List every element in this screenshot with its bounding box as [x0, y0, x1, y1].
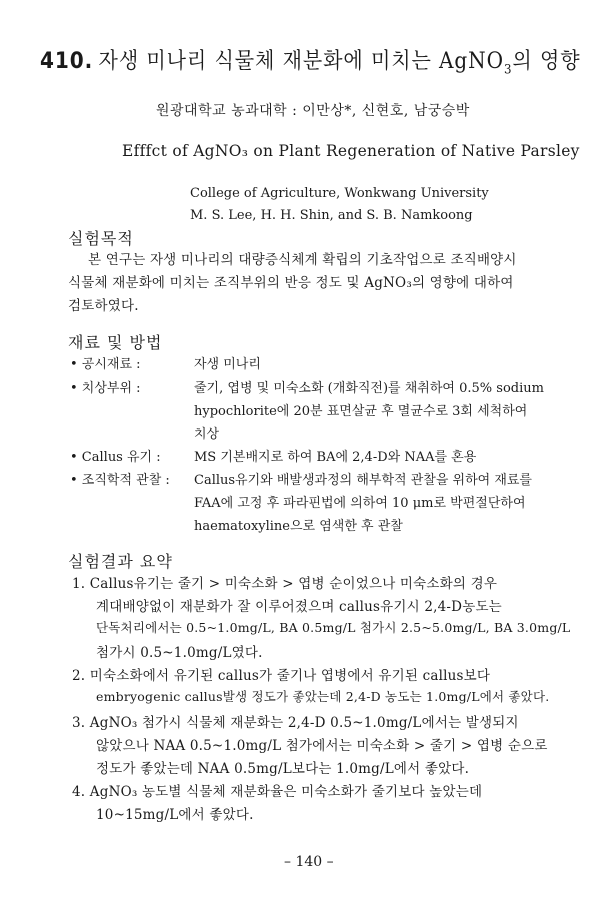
result-4-line-2: 10~15mg/L에서 좋았다. — [96, 807, 254, 823]
purpose-line-3: 검토하였다. — [68, 298, 139, 314]
english-affiliation: College of Agriculture, Wonkwang University — [190, 186, 489, 201]
result-3-line-1: 3. AgNO₃ 첨가시 식물체 재분화는 2,4-D 0.5~1.0mg/L에서는 발생되지 — [72, 715, 519, 731]
result-3-line-2: 않았으나 NAA 0.5~1.0mg/L 첨가에서는 미숙소화 > 줄기 > 엽병 순으로 — [96, 738, 548, 754]
paper-title — [40, 44, 581, 77]
method-text-histology-3: haematoxyline으로 염색한 후 관찰 — [194, 519, 403, 534]
purpose-heading: 실험목적 — [68, 229, 134, 248]
method-label-histology: • 조직학적 관찰 : — [70, 473, 170, 488]
method-text-explant-1: 줄기, 엽병 및 미숙소화 (개화직전)를 채취하여 0.5% sodium — [194, 381, 544, 396]
method-text-histology-1: Callus유기와 배발생과정의 해부학적 관찰을 위하여 재료를 — [194, 473, 532, 488]
english-title: Efffct of AgNO₃ on Plant Regeneration of Native Parsley — [122, 142, 580, 160]
title-main: 자생 미나리 식물체 재분화에 미치는 AgNO — [98, 49, 504, 74]
result-2-line-2: embryogenic callus발생 정도가 좋았는데 2,4-D 농도는 1.0mg/L에서 좋았다. — [96, 689, 550, 704]
method-text-material: 자생 미나리 — [194, 357, 261, 372]
method-text-callus: MS 기본배지로 하여 BA에 2,4-D와 NAA를 혼용 — [194, 450, 477, 465]
result-2-line-1: 2. 미숙소화에서 유기된 callus가 줄기나 엽병에서 유기된 callus보다 — [72, 668, 491, 684]
purpose-line-1: 본 연구는 자생 미나리의 대량증식체계 확립의 기초작업으로 조직배양시 — [88, 252, 517, 268]
result-1-line-1: 1. Callus유기는 줄기 > 미숙소화 > 엽병 순이었으나 미숙소화의 경우 — [72, 576, 498, 592]
results-heading: 실험결과 요약 — [68, 552, 173, 571]
method-text-explant-2: hypochlorite에 20분 표면살균 후 멸균수로 3회 세척하여 — [194, 404, 528, 419]
method-label-explant: • 치상부위 : — [70, 381, 141, 396]
method-label-material: • 공시재료 : — [70, 357, 141, 372]
result-1-line-2: 계대배양없이 재분화가 잘 이루어졌으며 callus유기시 2,4-D농도는 — [96, 599, 502, 615]
title-subscript: 3 — [503, 62, 513, 78]
title-end: 의 영향 — [512, 49, 581, 74]
authors-korean: 원광대학교 농과대학 : 이만상*, 신현호, 남궁승박 — [156, 103, 470, 119]
method-label-callus: • Callus 유기 : — [70, 450, 161, 465]
methods-heading: 재료 및 방법 — [68, 333, 163, 352]
result-3-line-3: 정도가 좋았는데 NAA 0.5mg/L보다는 1.0mg/L에서 좋았다. — [96, 761, 470, 777]
page-number: – 140 – — [284, 854, 334, 870]
purpose-line-2: 식물체 재분화에 미치는 조직부위의 반응 정도 및 AgNO₃의 영향에 대하여 — [68, 275, 514, 291]
result-1-line-3: 단독처리에서는 0.5~1.0mg/L, BA 0.5mg/L 첨가시 2.5~5.0mg/L, BA 3.0mg/L — [96, 620, 571, 635]
paper-number: 410. — [40, 49, 94, 74]
method-text-explant-3: 치상 — [194, 427, 220, 442]
result-1-line-4: 첨가시 0.5~1.0mg/L였다. — [96, 645, 263, 661]
method-text-histology-2: FAA에 고정 후 파라핀법에 의하여 10 μm로 박편절단하여 — [194, 496, 526, 511]
result-4-line-1: 4. AgNO₃ 농도별 식물체 재분화율은 미숙소화가 줄기보다 높았는데 — [72, 784, 483, 800]
english-authors: M. S. Lee, H. H. Shin, and S. B. Namkoong — [190, 208, 473, 223]
